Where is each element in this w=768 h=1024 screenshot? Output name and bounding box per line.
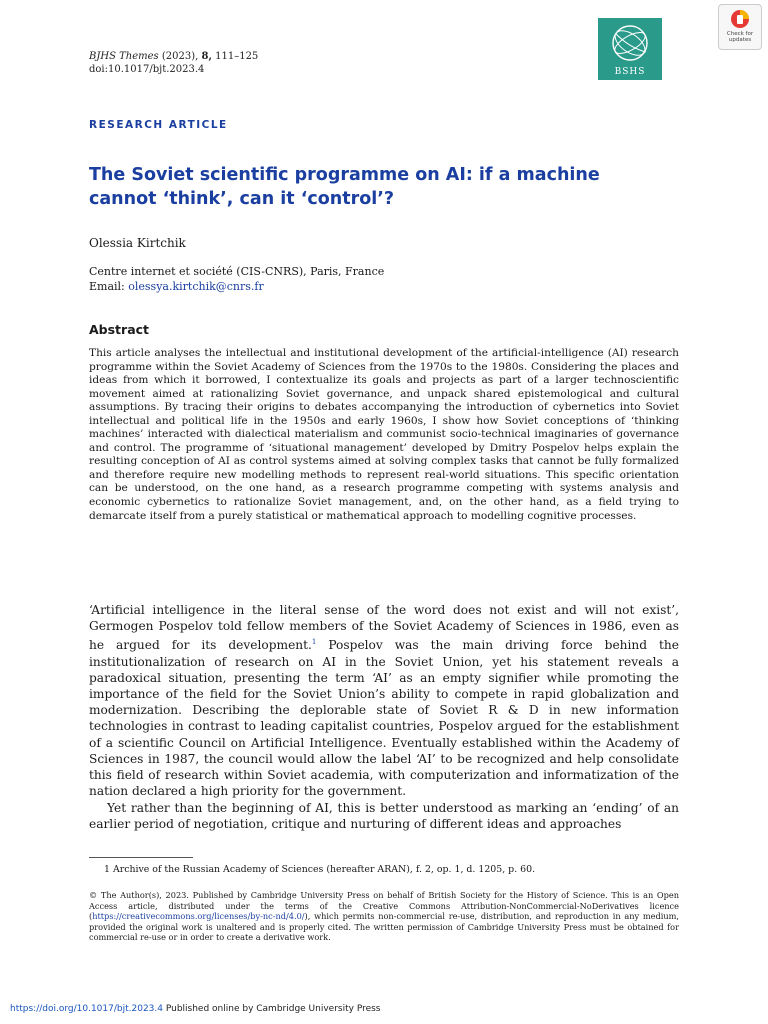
- check-for-updates-line1: Check for: [726, 31, 754, 37]
- footer-doi-link[interactable]: https://doi.org/10.1017/bjt.2023.4: [10, 1004, 163, 1014]
- body-paragraph-1: [89, 602, 679, 800]
- author-affiliation-block: [89, 264, 384, 294]
- author-name: Olessia Kirtchik: [89, 236, 186, 250]
- body-paragraph-1-part-a: ‘Artificial intelligence in the literal sense of the word does not exist and will not exist’, Germogen Pospelov told fellow members of the Soviet Academy of Sciences in 1986, even as he argued for its development.: [89, 603, 679, 653]
- footnote-1: 1 Archive of the Russian Academy of Sciences (hereafter ARAN), f. 2, op. 1, d. 1205, p. 60.: [104, 864, 536, 875]
- body-paragraph-1-part-b: Pospelov was the main driving force behind the institutionalization of research on AI in the Soviet Union, yet his statement reveals a paradoxical situation, presenting the term ‘AI’ as an empty signifier while promoting the importance of the field for the Soviet Union’s ability to compete in rapid globalization and modernization. Describing the deplorable state of Soviet R & D in new information technologies in contrast to leading capitalist countries, Pospelov argued for the establishment of a scientific Council on Artificial Intelligence. Eventually established within the Academy of Sciences in 1987, the council would allow the label ‘AI’ to be recognized and help consolidate this field of research within Soviet academia, with computerization and informatization of the nation declared a high priority for the government.: [89, 638, 679, 799]
- footnote-divider: [89, 857, 193, 858]
- journal-doi: doi:10.1017/bjt.2023.4: [89, 64, 205, 75]
- check-for-updates-icon: [730, 9, 750, 29]
- abstract-text: This article analyses the intellectual and institutional development of the artificial-intelligence (AI) research programme within the Soviet Academy of Sciences from the 1970s to the 1980s. Considering the places and ideas from which it borrowed, I contextualize its goals and projects as part of a larger technoscientific movement aimed at rationalizing Soviet governance, and unpack shared epistemological and cultural assumptions. By tracing their origins to debates accompanying the introduction of cybernetics into Soviet intellectual and political life in the 1950s and early 1960s, I show how Soviet conceptions of ‘thinking machines’ interacted with dialectical materialism and communist socio-technical imaginaries of governance and control. The programme of ‘situational management’ developed by Dmitry Pospelov helps explain the resulting conception of AI as control systems aimed at solving complex tasks that cannot be fully formalized and therefore require new modelling methods to represent real-world situations. This specific orientation can be understood, on the one hand, as a research programme competing with systems analysis and economic cybernetics to rationalize Soviet management, and, on the other hand, as a field trying to demarcate itself from a purely statistical or mathematical approach to modelling cognitive processes.: [89, 347, 679, 522]
- journal-citation: [89, 50, 258, 76]
- journal-pages: 111–125: [215, 51, 259, 62]
- license-link[interactable]: https://creativecommons.org/licenses/by-nc-nd/4.0/: [92, 911, 305, 921]
- email-label: Email:: [89, 280, 125, 293]
- footnote-ref-1[interactable]: 1: [311, 638, 317, 647]
- copyright-notice: [89, 890, 679, 943]
- email-link[interactable]: olessya.kirtchik@cnrs.fr: [128, 280, 264, 293]
- copyright-text-b: ), which permits non-commercial re-use, distribution, and reproduction in any medium, provided the original work is unaltered and is properly cited. The written permission of Cambridge University Press must be obtained for commercial re-use or in order to create a derivative work.: [89, 911, 679, 942]
- bshs-logo-text: BSHS: [614, 67, 646, 77]
- article-type: RESEARCH ARTICLE: [89, 119, 228, 131]
- check-for-updates-line2: updates: [728, 37, 752, 43]
- body-text: [89, 602, 679, 832]
- page-footer: [10, 1004, 381, 1014]
- copyright-text-a: © The Author(s), 2023. Published by Cambridge University Press on behalf of British Society for the History of Science. This is an Open Access article, distributed under the terms of the Creative Commons Attribution-NonCommercial-NoDerivatives licence (: [89, 890, 679, 921]
- article-title-line-1: The Soviet scientific programme on AI: if a machine: [89, 165, 600, 185]
- check-for-updates-button[interactable]: [718, 4, 762, 50]
- article-title-line-2: cannot ‘think’, can it ‘control’?: [89, 189, 395, 209]
- footer-published: Published online by Cambridge University Press: [162, 1004, 381, 1014]
- bshs-logo-icon: [606, 22, 654, 64]
- affiliation: Centre internet et société (CIS-CNRS), Paris, France: [89, 265, 385, 278]
- journal-name: BJHS Themes: [89, 51, 159, 62]
- journal-volume: 8,: [201, 51, 212, 62]
- bshs-logo: [598, 18, 662, 80]
- journal-year: (2023),: [161, 51, 199, 62]
- abstract-heading: Abstract: [89, 322, 150, 337]
- body-paragraph-2: Yet rather than the beginning of AI, this is better understood as marking an ‘ending’ of an earlier period of negotiation, critique and nurturing of different ideas and approaches: [89, 800, 679, 831]
- article-title: [89, 163, 679, 211]
